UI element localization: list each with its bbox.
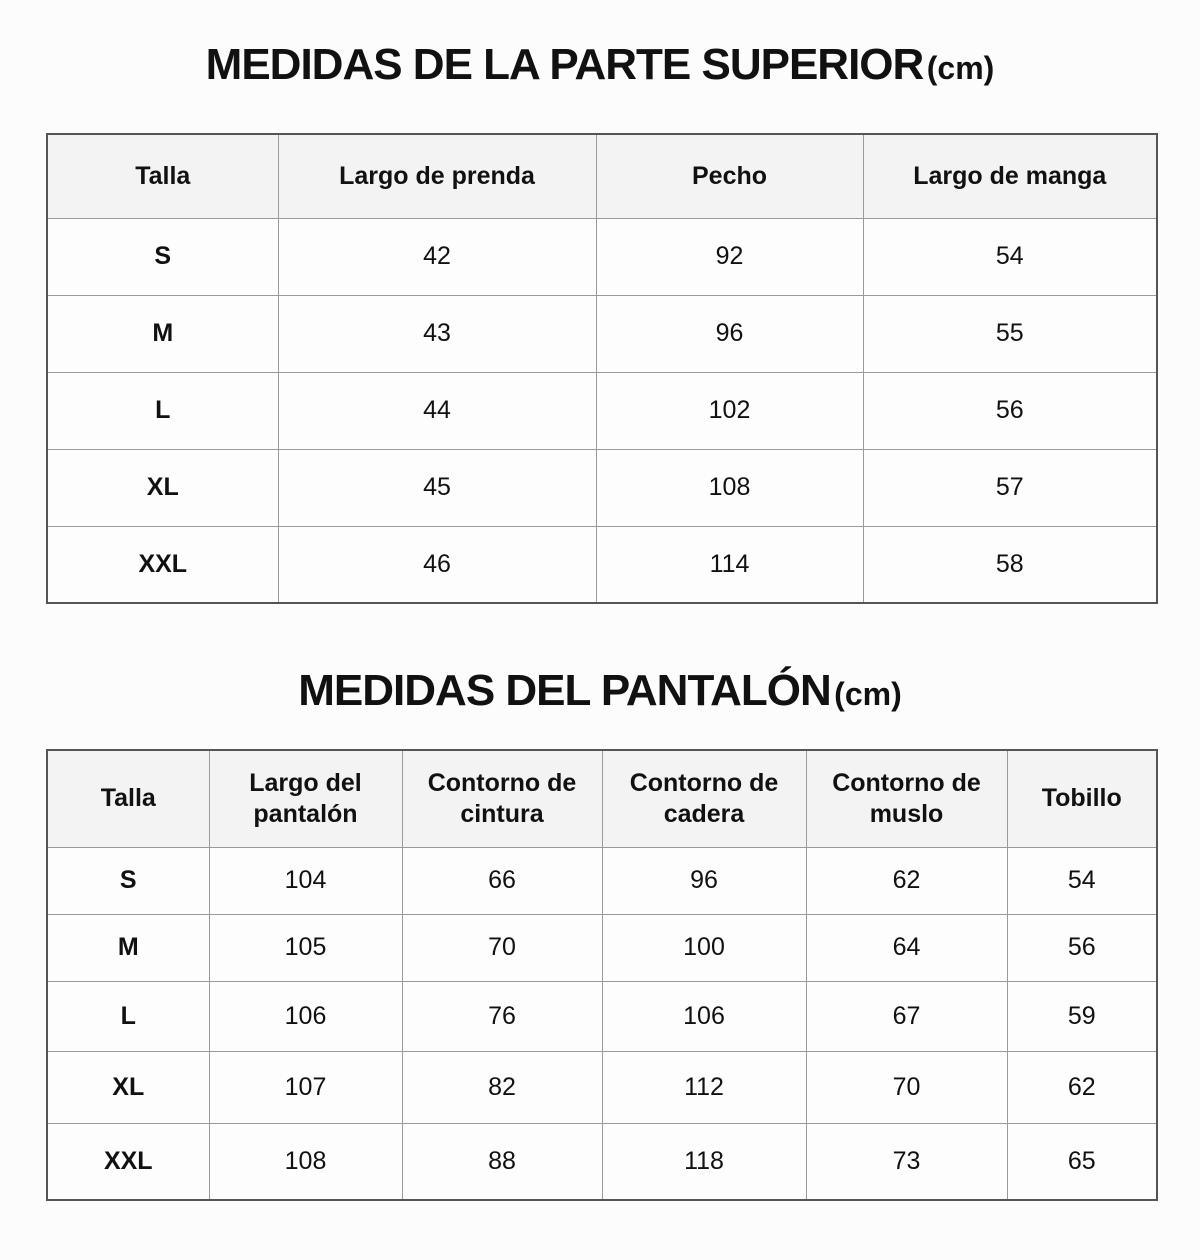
value-cell: 54	[1007, 847, 1157, 914]
value-cell: 55	[863, 295, 1157, 372]
table-row	[47, 449, 1157, 526]
table-row	[47, 981, 1157, 1051]
bottom-title-unit: (cm)	[834, 676, 902, 712]
header-line: Contorno de	[832, 768, 981, 797]
value-cell: 57	[863, 449, 1157, 526]
value-cell: 65	[1007, 1123, 1157, 1200]
size-cell: XXL	[47, 526, 278, 603]
size-cell: M	[47, 914, 209, 981]
value-cell: 96	[602, 847, 806, 914]
header-cell	[47, 750, 209, 847]
size-cell: M	[47, 295, 278, 372]
table-row	[47, 847, 1157, 914]
value-cell: 106	[602, 981, 806, 1051]
header-cell: Largo de prenda	[278, 134, 596, 218]
top-title-unit: (cm)	[926, 50, 995, 86]
value-cell: 45	[278, 449, 596, 526]
size-cell: XXL	[47, 1123, 209, 1200]
value-cell: 70	[806, 1051, 1007, 1123]
table-header-row	[47, 134, 1157, 218]
size-cell: L	[47, 372, 278, 449]
value-cell: 100	[602, 914, 806, 981]
value-cell: 112	[602, 1051, 806, 1123]
value-cell: 44	[278, 372, 596, 449]
size-cell: S	[47, 847, 209, 914]
value-cell: 43	[278, 295, 596, 372]
table-row	[47, 1123, 1157, 1200]
table-header-row	[47, 750, 1157, 847]
top-title-text: MEDIDAS DE LA PARTE SUPERIOR	[205, 40, 924, 89]
table-row	[47, 1051, 1157, 1123]
value-cell: 56	[1007, 914, 1157, 981]
value-cell: 108	[596, 449, 863, 526]
table-row	[47, 295, 1157, 372]
header-line: Contorno de	[427, 768, 577, 797]
table-row	[47, 372, 1157, 449]
value-cell: 114	[596, 526, 863, 603]
value-cell: 46	[278, 526, 596, 603]
value-cell: 76	[402, 981, 602, 1051]
top-section-title	[0, 40, 1200, 90]
header-cell	[1007, 750, 1157, 847]
value-cell: 64	[806, 914, 1007, 981]
header-cell	[602, 750, 806, 847]
value-cell: 107	[209, 1051, 402, 1123]
bottom-measurements-table	[46, 749, 1158, 1201]
value-cell: 96	[596, 295, 863, 372]
header-cell: Pecho	[596, 134, 863, 218]
value-cell: 88	[402, 1123, 602, 1200]
value-cell: 59	[1007, 981, 1157, 1051]
table-row	[47, 914, 1157, 981]
header-line: Tobillo	[1041, 784, 1122, 813]
table-row	[47, 218, 1157, 295]
bottom-section-title	[0, 666, 1200, 716]
value-cell: 58	[863, 526, 1157, 603]
size-cell: XL	[47, 1051, 209, 1123]
value-cell: 70	[402, 914, 602, 981]
value-cell: 73	[806, 1123, 1007, 1200]
size-cell: XL	[47, 449, 278, 526]
header-cell	[209, 750, 402, 847]
header-cell	[806, 750, 1007, 847]
header-line: pantalón	[253, 799, 358, 828]
value-cell: 102	[596, 372, 863, 449]
value-cell: 105	[209, 914, 402, 981]
value-cell: 92	[596, 218, 863, 295]
table-row	[47, 526, 1157, 603]
header-line: cintura	[460, 799, 544, 828]
top-measurements-table	[46, 133, 1158, 604]
header-line: cadera	[663, 799, 745, 828]
bottom-title-text: MEDIDAS DEL PANTALÓN	[298, 666, 831, 715]
header-cell: Largo de manga	[863, 134, 1157, 218]
value-cell: 108	[209, 1123, 402, 1200]
header-line: Largo del	[249, 768, 362, 797]
value-cell: 66	[402, 847, 602, 914]
header-cell	[402, 750, 602, 847]
value-cell: 82	[402, 1051, 602, 1123]
value-cell: 56	[863, 372, 1157, 449]
header-line: Contorno de	[629, 768, 779, 797]
header-line: Talla	[100, 784, 156, 813]
size-cell: S	[47, 218, 278, 295]
value-cell: 106	[209, 981, 402, 1051]
header-cell: Talla	[47, 134, 278, 218]
value-cell: 54	[863, 218, 1157, 295]
value-cell: 104	[209, 847, 402, 914]
value-cell: 118	[602, 1123, 806, 1200]
value-cell: 42	[278, 218, 596, 295]
value-cell: 62	[1007, 1051, 1157, 1123]
value-cell: 62	[806, 847, 1007, 914]
value-cell: 67	[806, 981, 1007, 1051]
header-line: muslo	[869, 799, 944, 828]
size-cell: L	[47, 981, 209, 1051]
